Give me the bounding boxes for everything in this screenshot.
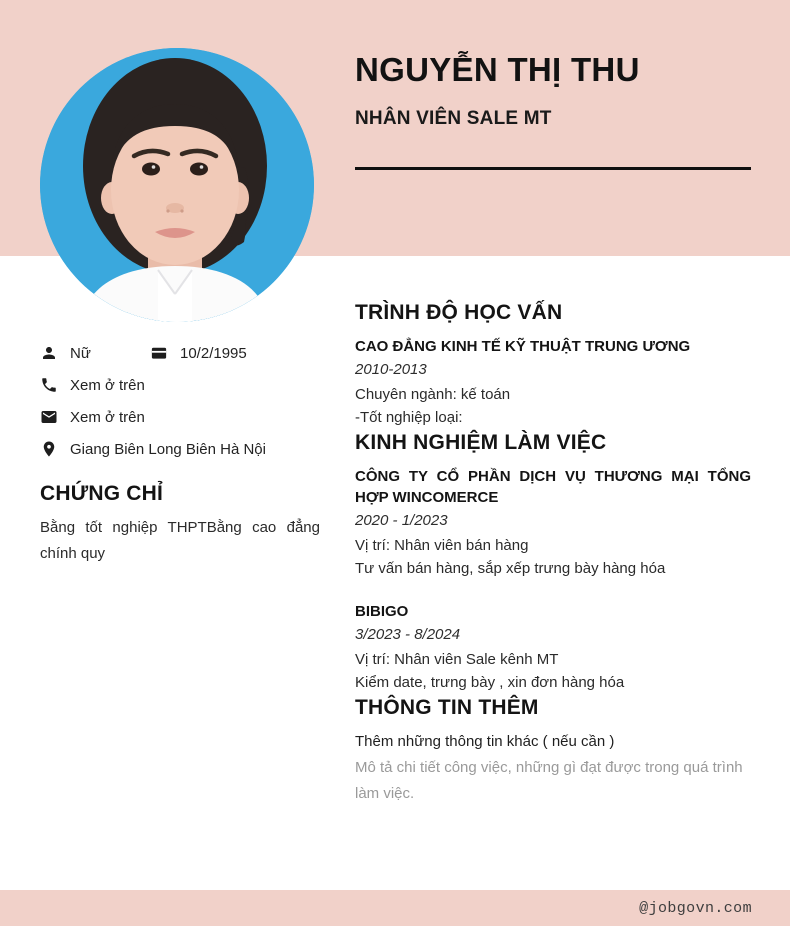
experience-job-2 <box>355 601 751 693</box>
footer-pink-band <box>0 890 790 926</box>
header-divider <box>355 167 751 170</box>
experience-job-1 <box>355 466 751 579</box>
experience-heading: KINH NGHIỆM LÀM VIỆC <box>355 431 607 454</box>
left-column <box>40 337 320 567</box>
certificates-text: Bằng tốt nghiệp THPTBằng cao đẳng chính quy <box>40 519 320 562</box>
header-block <box>355 50 751 170</box>
education-grade: -Tốt nghiệp loại: <box>355 409 463 426</box>
email-value: Xem ở trên <box>70 408 145 426</box>
portrait-illustration <box>40 48 314 322</box>
additional-info-line1: Thêm những thông tin khác ( nếu cần ) <box>355 733 615 750</box>
person-icon <box>40 344 58 362</box>
info-row-gender-birthdate <box>40 337 320 369</box>
birthdate-item <box>150 344 247 362</box>
profile-photo <box>40 48 314 322</box>
experience-section <box>355 430 751 693</box>
phone-icon <box>40 376 58 394</box>
job-period: 2020 - 1/2023 <box>355 512 448 529</box>
job-position: Vị trí: Nhân viên bán hàng <box>355 537 529 554</box>
right-column <box>355 300 751 807</box>
certificates-heading: CHỨNG CHỈ <box>40 482 164 505</box>
job-description: Kiểm date, trưng bày , xin đơn hàng hóa <box>355 674 625 691</box>
candidate-job-title: NHÂN VIÊN SALE MT <box>355 108 552 129</box>
education-period: 2010-2013 <box>355 361 427 378</box>
job-company: BIBIGO <box>355 603 409 620</box>
additional-info-section <box>355 695 751 807</box>
phone-value: Xem ở trên <box>70 376 145 394</box>
job-position: Vị trí: Nhân viên Sale kênh MT <box>355 651 559 668</box>
calendar-icon <box>150 344 168 362</box>
footer-watermark: @jobgovn.com <box>639 899 752 917</box>
info-row-phone <box>40 369 320 401</box>
education-school: CAO ĐẲNG KINH TẾ KỸ THUẬT TRUNG ƯƠNG <box>355 338 691 355</box>
job-description: Tư vấn bán hàng, sắp xếp trưng bày hàng hóa <box>355 560 666 577</box>
gender-item <box>40 344 150 362</box>
additional-info-heading: THÔNG TIN THÊM <box>355 696 539 719</box>
education-heading: TRÌNH ĐỘ HỌC VẤN <box>355 301 563 324</box>
info-row-email <box>40 401 320 433</box>
birthdate-value: 10/2/1995 <box>180 344 247 362</box>
education-section <box>355 300 751 428</box>
gender-value: Nữ <box>70 344 91 362</box>
education-major: Chuyên ngành: kế toán <box>355 386 511 403</box>
location-icon <box>40 440 58 458</box>
email-icon <box>40 408 58 426</box>
job-period: 3/2023 - 8/2024 <box>355 626 461 643</box>
additional-info-line2: Mô tả chi tiết công việc, những gì đạt được trong quá trình làm việc. <box>355 759 743 802</box>
info-row-address <box>40 433 320 465</box>
address-value: Giang Biên Long Biên Hà Nội <box>70 440 266 458</box>
job-company: CÔNG TY CỔ PHẦN DỊCH VỤ THƯƠNG MẠI TỔNG HỢP WINCOMERCE <box>355 468 751 506</box>
candidate-name: NGUYỄN THỊ THU <box>355 51 640 88</box>
